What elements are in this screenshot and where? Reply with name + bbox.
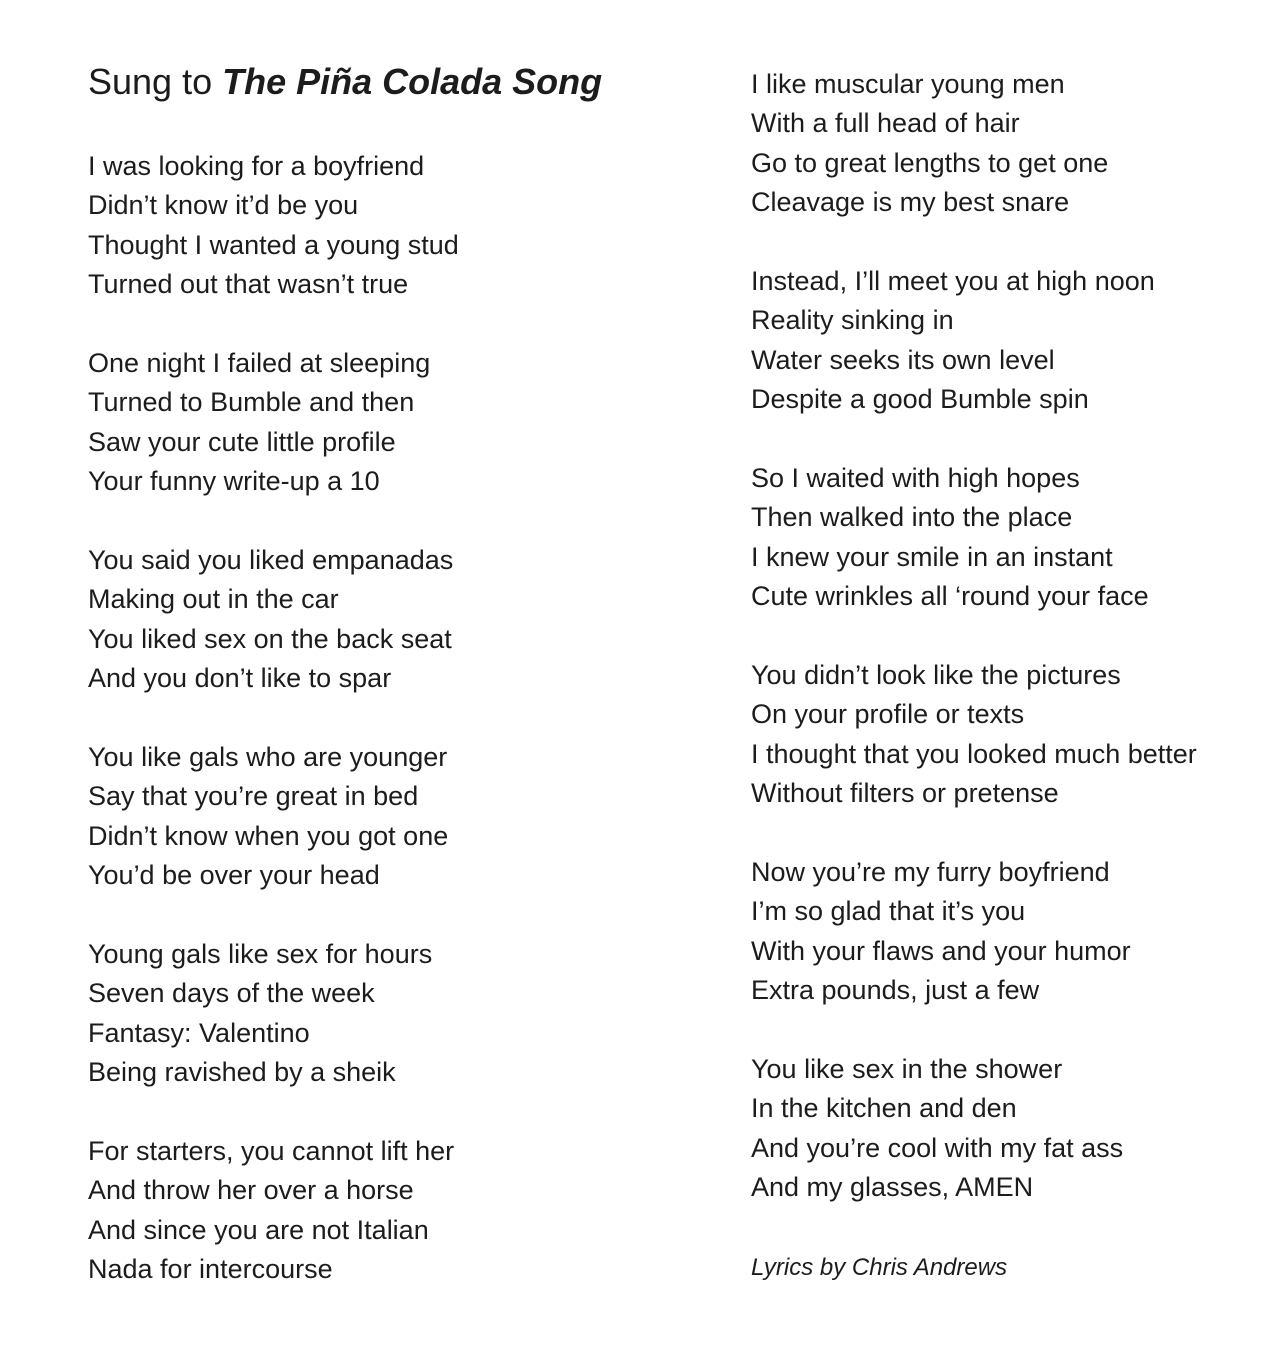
lyric-line: For starters, you cannot lift her xyxy=(88,1135,455,1166)
stanza xyxy=(751,656,1197,814)
lyric-line: And you’re cool with my fat ass xyxy=(751,1132,1124,1163)
lyric-line: And my glasses, AMEN xyxy=(751,1171,1034,1202)
lyric-line: I’m so glad that it’s you xyxy=(751,896,1026,927)
lyric-line: So I waited with high hopes xyxy=(751,462,1080,493)
lyric-line: Cleavage is my best snare xyxy=(751,187,1070,218)
lyric-line: Making out in the car xyxy=(88,584,339,615)
lyric-line: Say that you’re great in bed xyxy=(88,781,419,812)
lyric-line: I thought that you looked much better xyxy=(751,738,1197,769)
stanza xyxy=(751,65,1197,223)
lyric-line: Your funny write-up a 10 xyxy=(88,466,380,497)
title-prefix: Sung to xyxy=(88,61,223,102)
lyric-line: Now you’re my furry boyfriend xyxy=(751,856,1110,887)
song-title xyxy=(88,58,602,106)
lyric-line: Instead, I’ll meet you at high noon xyxy=(751,265,1155,296)
lyric-line: One night I failed at sleeping xyxy=(88,347,431,378)
left-stanzas xyxy=(88,147,459,1329)
lyric-line: In the kitchen and den xyxy=(751,1093,1017,1124)
lyric-line: Reality sinking in xyxy=(751,305,954,336)
title-song-name: The Piña Colada Song xyxy=(222,61,603,102)
lyric-line: Turned to Bumble and then xyxy=(88,387,415,418)
lyric-line: With a full head of hair xyxy=(751,108,1020,139)
stanza xyxy=(751,262,1197,420)
lyric-line: Fantasy: Valentino xyxy=(88,1017,310,1048)
lyric-line: Didn’t know when you got one xyxy=(88,820,449,851)
lyric-line: Water seeks its own level xyxy=(751,344,1055,375)
lyric-line: I knew your smile in an instant xyxy=(751,541,1113,572)
lyric-line: I was looking for a boyfriend xyxy=(88,151,425,181)
lyric-line: And throw her over a horse xyxy=(88,1175,414,1206)
lyric-line: With your flaws and your humor xyxy=(751,935,1131,966)
stanza xyxy=(88,344,459,502)
lyric-line: You didn’t look like the pictures xyxy=(751,659,1121,690)
lyric-line: You liked sex on the back seat xyxy=(88,623,452,654)
lyric-line: Thought I wanted a young stud xyxy=(88,229,459,260)
stanza xyxy=(751,853,1197,1011)
lyric-line: You said you liked empanadas xyxy=(88,544,454,575)
lyric-line: Being ravished by a sheik xyxy=(88,1056,396,1087)
lyric-line: Without filters or pretense xyxy=(751,778,1059,809)
lyric-line: Then walked into the place xyxy=(751,502,1073,533)
lyric-line: Seven days of the week xyxy=(88,978,375,1009)
stanza xyxy=(88,541,459,699)
right-stanzas xyxy=(751,65,1197,1247)
lyric-line: Extra pounds, just a few xyxy=(751,974,1040,1005)
stanza xyxy=(88,738,459,896)
lyric-line: You like sex in the shower xyxy=(751,1053,1063,1084)
lyric-line: You like gals who are younger xyxy=(88,741,448,772)
lyric-line: Go to great lengths to get one xyxy=(751,147,1109,178)
lyric-line: Turned out that wasn’t true xyxy=(88,269,409,300)
stanza xyxy=(88,1132,459,1290)
lyrics-credit: Lyrics by Chris Andrews xyxy=(751,1254,1008,1281)
lyric-line: On your profile or texts xyxy=(751,699,1025,730)
lyric-line: I like muscular young men xyxy=(751,69,1065,99)
lyric-line: Young gals like sex for hours xyxy=(88,938,433,969)
lyric-line: Saw your cute little profile xyxy=(88,426,396,457)
lyric-line: And you don’t like to spar xyxy=(88,663,392,694)
lyric-line: And since you are not Italian xyxy=(88,1214,429,1245)
stanza xyxy=(88,935,459,1093)
lyric-line: You’d be over your head xyxy=(88,860,380,891)
stanza xyxy=(88,147,459,305)
lyric-line: Despite a good Bumble spin xyxy=(751,384,1089,415)
lyric-line: Nada for intercourse xyxy=(88,1253,333,1284)
lyric-line: Didn’t know it’d be you xyxy=(88,190,359,221)
lyric-line: Cute wrinkles all ‘round your face xyxy=(751,581,1149,612)
stanza xyxy=(751,1050,1197,1208)
stanza xyxy=(751,459,1197,617)
